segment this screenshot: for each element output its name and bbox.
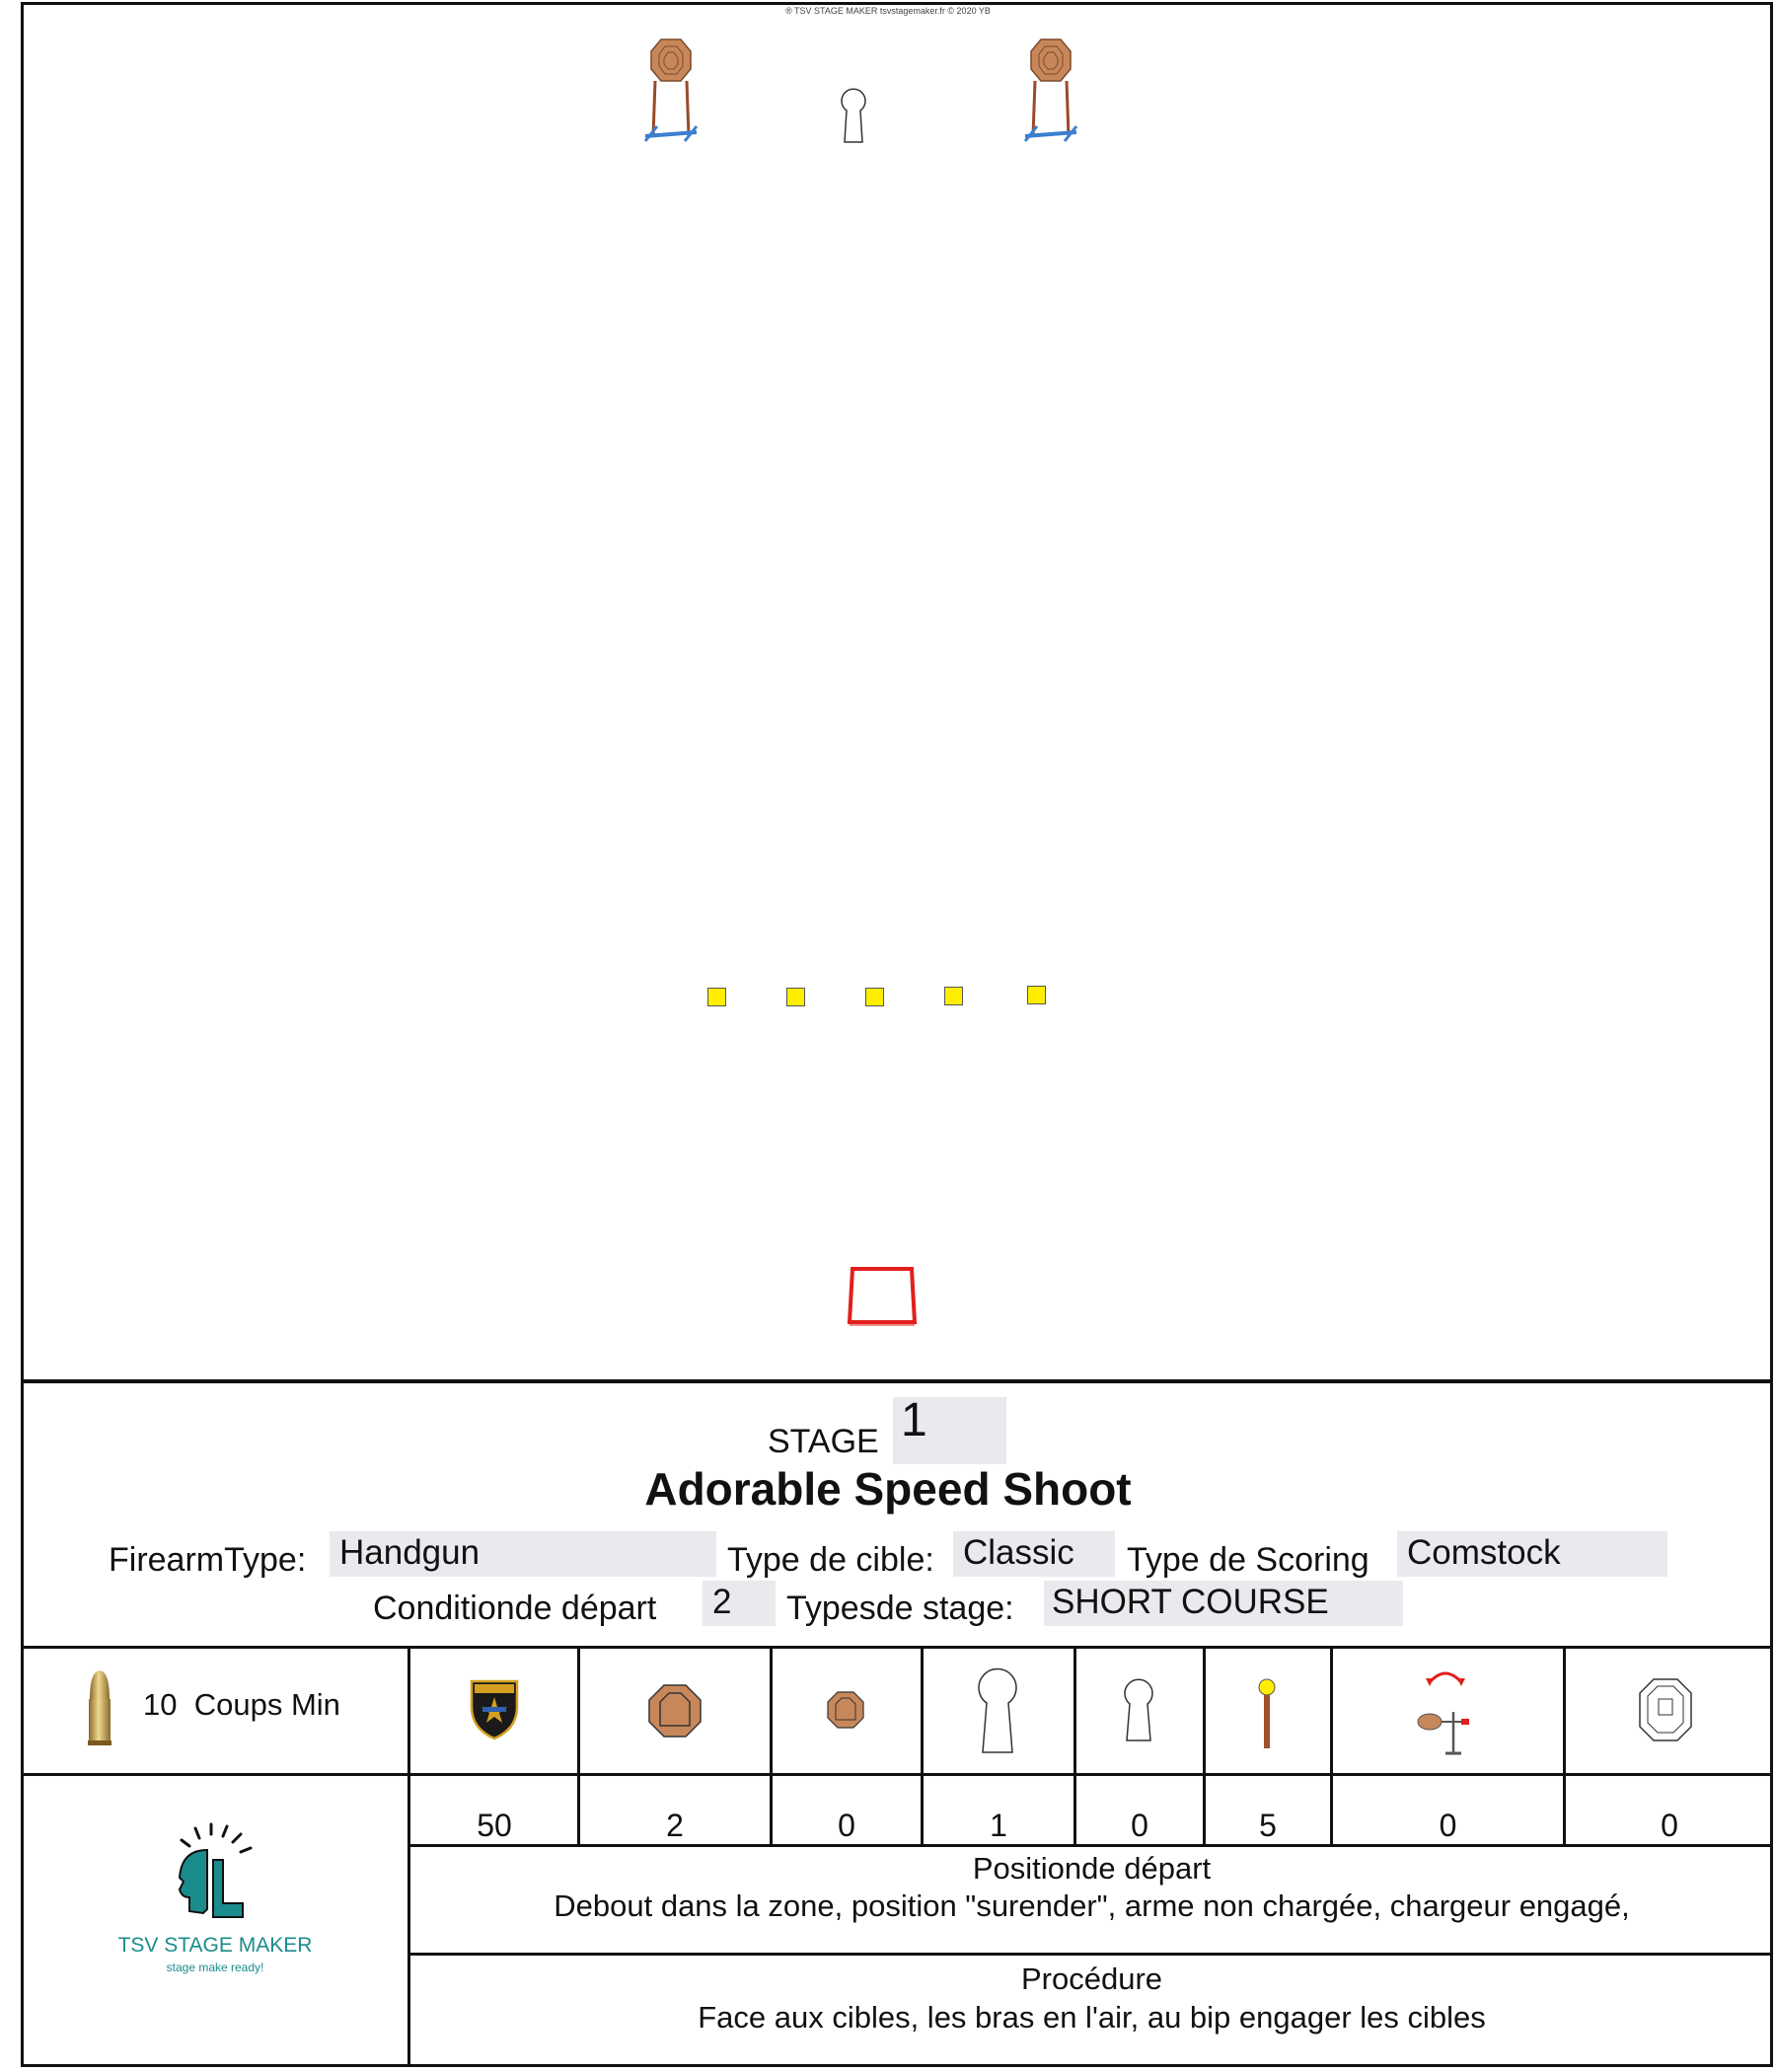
count-large-popper: 1 (990, 1808, 1007, 1843)
target-type-label: Type de cible: (727, 1541, 934, 1579)
start-position-title: Positionde départ (972, 1851, 1212, 1886)
rounds-text (143, 1687, 340, 1723)
pepper-popper-4 (944, 987, 963, 1005)
stage-sheet-frame (21, 2, 1773, 2067)
count-small-popper: 0 (1131, 1808, 1148, 1843)
popper-target-center (837, 87, 870, 146)
stage-label: STAGE (768, 1423, 879, 1460)
large-steel-icon (646, 1682, 703, 1739)
procedure-text: Face aux cibles, les bras en l'air, au bip engager les cibles (698, 2000, 1486, 2035)
rounds-count: 10 (143, 1687, 178, 1722)
pepper-popper-1 (707, 988, 726, 1006)
stage-number: 1 (901, 1394, 927, 1446)
firearm-type-value: Handgun (339, 1533, 481, 1572)
stage-title: Adorable Speed Shoot (644, 1463, 1132, 1515)
target-type-value: Classic (963, 1533, 1074, 1572)
count-large-steel: 2 (666, 1808, 684, 1843)
pepper-popper-icon (1252, 1675, 1282, 1752)
large-popper-icon (973, 1667, 1022, 1756)
count-pepper-popper: 5 (1259, 1808, 1277, 1843)
rounds-label: Coups Min (193, 1687, 340, 1722)
paper-target-icon (1638, 1677, 1693, 1742)
scoring-type-label: Type de Scoring (1127, 1541, 1369, 1579)
tsv-logo-icon (168, 1820, 266, 1929)
start-condition-label: Conditionde départ (373, 1590, 657, 1627)
stage-number-field (893, 1394, 1006, 1464)
swinger-icon (1406, 1663, 1485, 1761)
points-badge-icon (469, 1677, 520, 1740)
scoring-type-field (1397, 1531, 1667, 1577)
small-popper-icon (1119, 1677, 1158, 1744)
start-condition-value: 2 (712, 1583, 732, 1621)
credit-line: ® TSV STAGE MAKER tsvstagemaker.fr © 2020 YB (785, 6, 991, 16)
firearm-type-field (330, 1531, 716, 1577)
procedure-title: Procédure (1020, 1961, 1163, 1996)
count-points: 50 (477, 1808, 512, 1843)
pepper-popper-3 (865, 988, 884, 1006)
small-steel-icon (826, 1690, 865, 1730)
start-condition-field (703, 1581, 776, 1626)
steel-target-right (1011, 30, 1110, 158)
stage-type-value: SHORT COURSE (1052, 1583, 1329, 1621)
start-position-text: Debout dans la zone, position "surender", arme non chargée, chargeur engagé, (554, 1888, 1630, 1923)
bullet-icon (83, 1667, 116, 1750)
scoring-type-value: Comstock (1407, 1533, 1561, 1572)
shooting-box (844, 1263, 923, 1332)
pepper-popper-2 (786, 988, 805, 1006)
logo-name: TSV STAGE MAKER (117, 1934, 313, 1957)
steel-target-left (631, 30, 730, 158)
count-paper-target: 0 (1661, 1808, 1678, 1843)
grid-line-2 (21, 1773, 1773, 1776)
count-small-steel: 0 (838, 1808, 855, 1843)
count-swinger: 0 (1439, 1808, 1457, 1843)
target-type-field (953, 1531, 1115, 1577)
stage-type-label: Typesde stage: (786, 1590, 1014, 1627)
grid-line-1 (21, 1646, 1773, 1649)
stage-type-field (1044, 1581, 1403, 1626)
logo-tagline: stage make ready! (166, 1961, 264, 1974)
pepper-popper-5 (1027, 986, 1046, 1004)
firearm-type-label: FirearmType: (109, 1541, 307, 1579)
panel-top-border (21, 1379, 1773, 1383)
grid-line-4 (408, 1953, 1773, 1956)
